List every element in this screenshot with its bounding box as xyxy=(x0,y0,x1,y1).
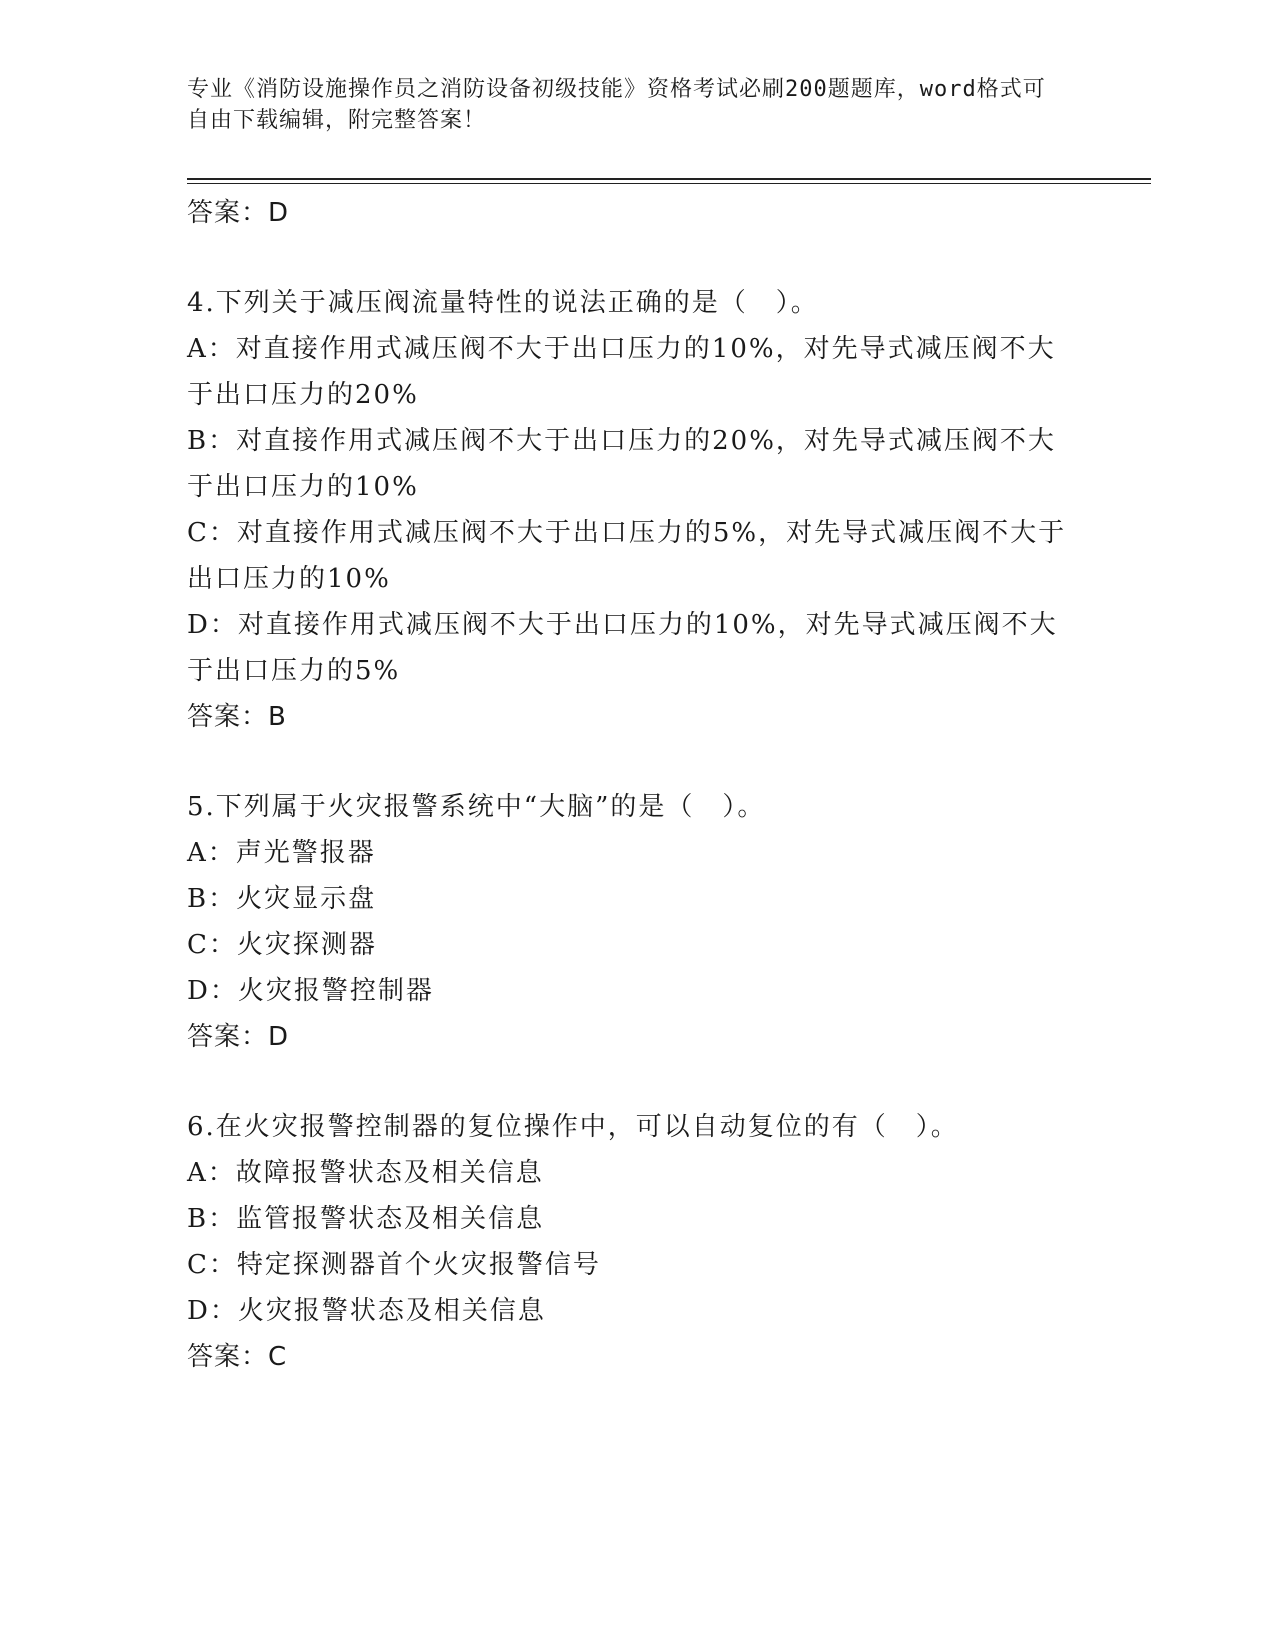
answer-line: 答案：D xyxy=(187,1022,290,1052)
option-b: B：监管报警状态及相关信息 xyxy=(187,1204,545,1234)
question-4 xyxy=(187,280,1087,740)
question-stem: 6.在火灾报警控制器的复位操作中，可以自动复位的有（ ）。 xyxy=(187,1112,959,1142)
option-d: D：火灾报警控制器 xyxy=(187,976,434,1006)
answer-line: 答案：C xyxy=(187,1342,288,1372)
question-5 xyxy=(187,784,1087,1060)
document-header: 专业《消防设施操作员之消防设备初级技能》资格考试必刷200题题库，word格式可自由下载编辑，附完整答案！ xyxy=(187,77,1046,133)
option-a: A：故障报警状态及相关信息 xyxy=(187,1158,544,1188)
option-d: D：火灾报警状态及相关信息 xyxy=(187,1296,546,1326)
header-divider-thin xyxy=(187,183,1151,184)
answer-line: 答案：D xyxy=(187,198,290,228)
option-c: C：特定探测器首个火灾报警信号 xyxy=(187,1250,601,1280)
option-d: D：对直接作用式减压阀不大于出口压力的10%，对先导式减压阀不大于出口压力的5% xyxy=(187,610,1058,686)
header-divider-thick xyxy=(187,178,1151,180)
option-a: A：声光警报器 xyxy=(187,838,376,868)
answer-line: 答案：B xyxy=(187,702,287,732)
option-a: A：对直接作用式减压阀不大于出口压力的10%，对先导式减压阀不大于出口压力的20% xyxy=(187,334,1056,410)
question-list xyxy=(187,190,1087,1380)
option-c: C：火灾探测器 xyxy=(187,930,377,960)
question-stem: 5.下列属于火灾报警系统中“大脑”的是（ ）。 xyxy=(187,792,766,822)
question-6 xyxy=(187,1104,1087,1380)
question-stem: 4.下列关于减压阀流量特性的说法正确的是（ ）。 xyxy=(187,288,819,318)
option-c: C：对直接作用式减压阀不大于出口压力的5%，对先导式减压阀不大于出口压力的10% xyxy=(187,518,1067,594)
option-b: B：对直接作用式减压阀不大于出口压力的20%，对先导式减压阀不大于出口压力的10% xyxy=(187,426,1056,502)
option-b: B：火灾显示盘 xyxy=(187,884,377,914)
